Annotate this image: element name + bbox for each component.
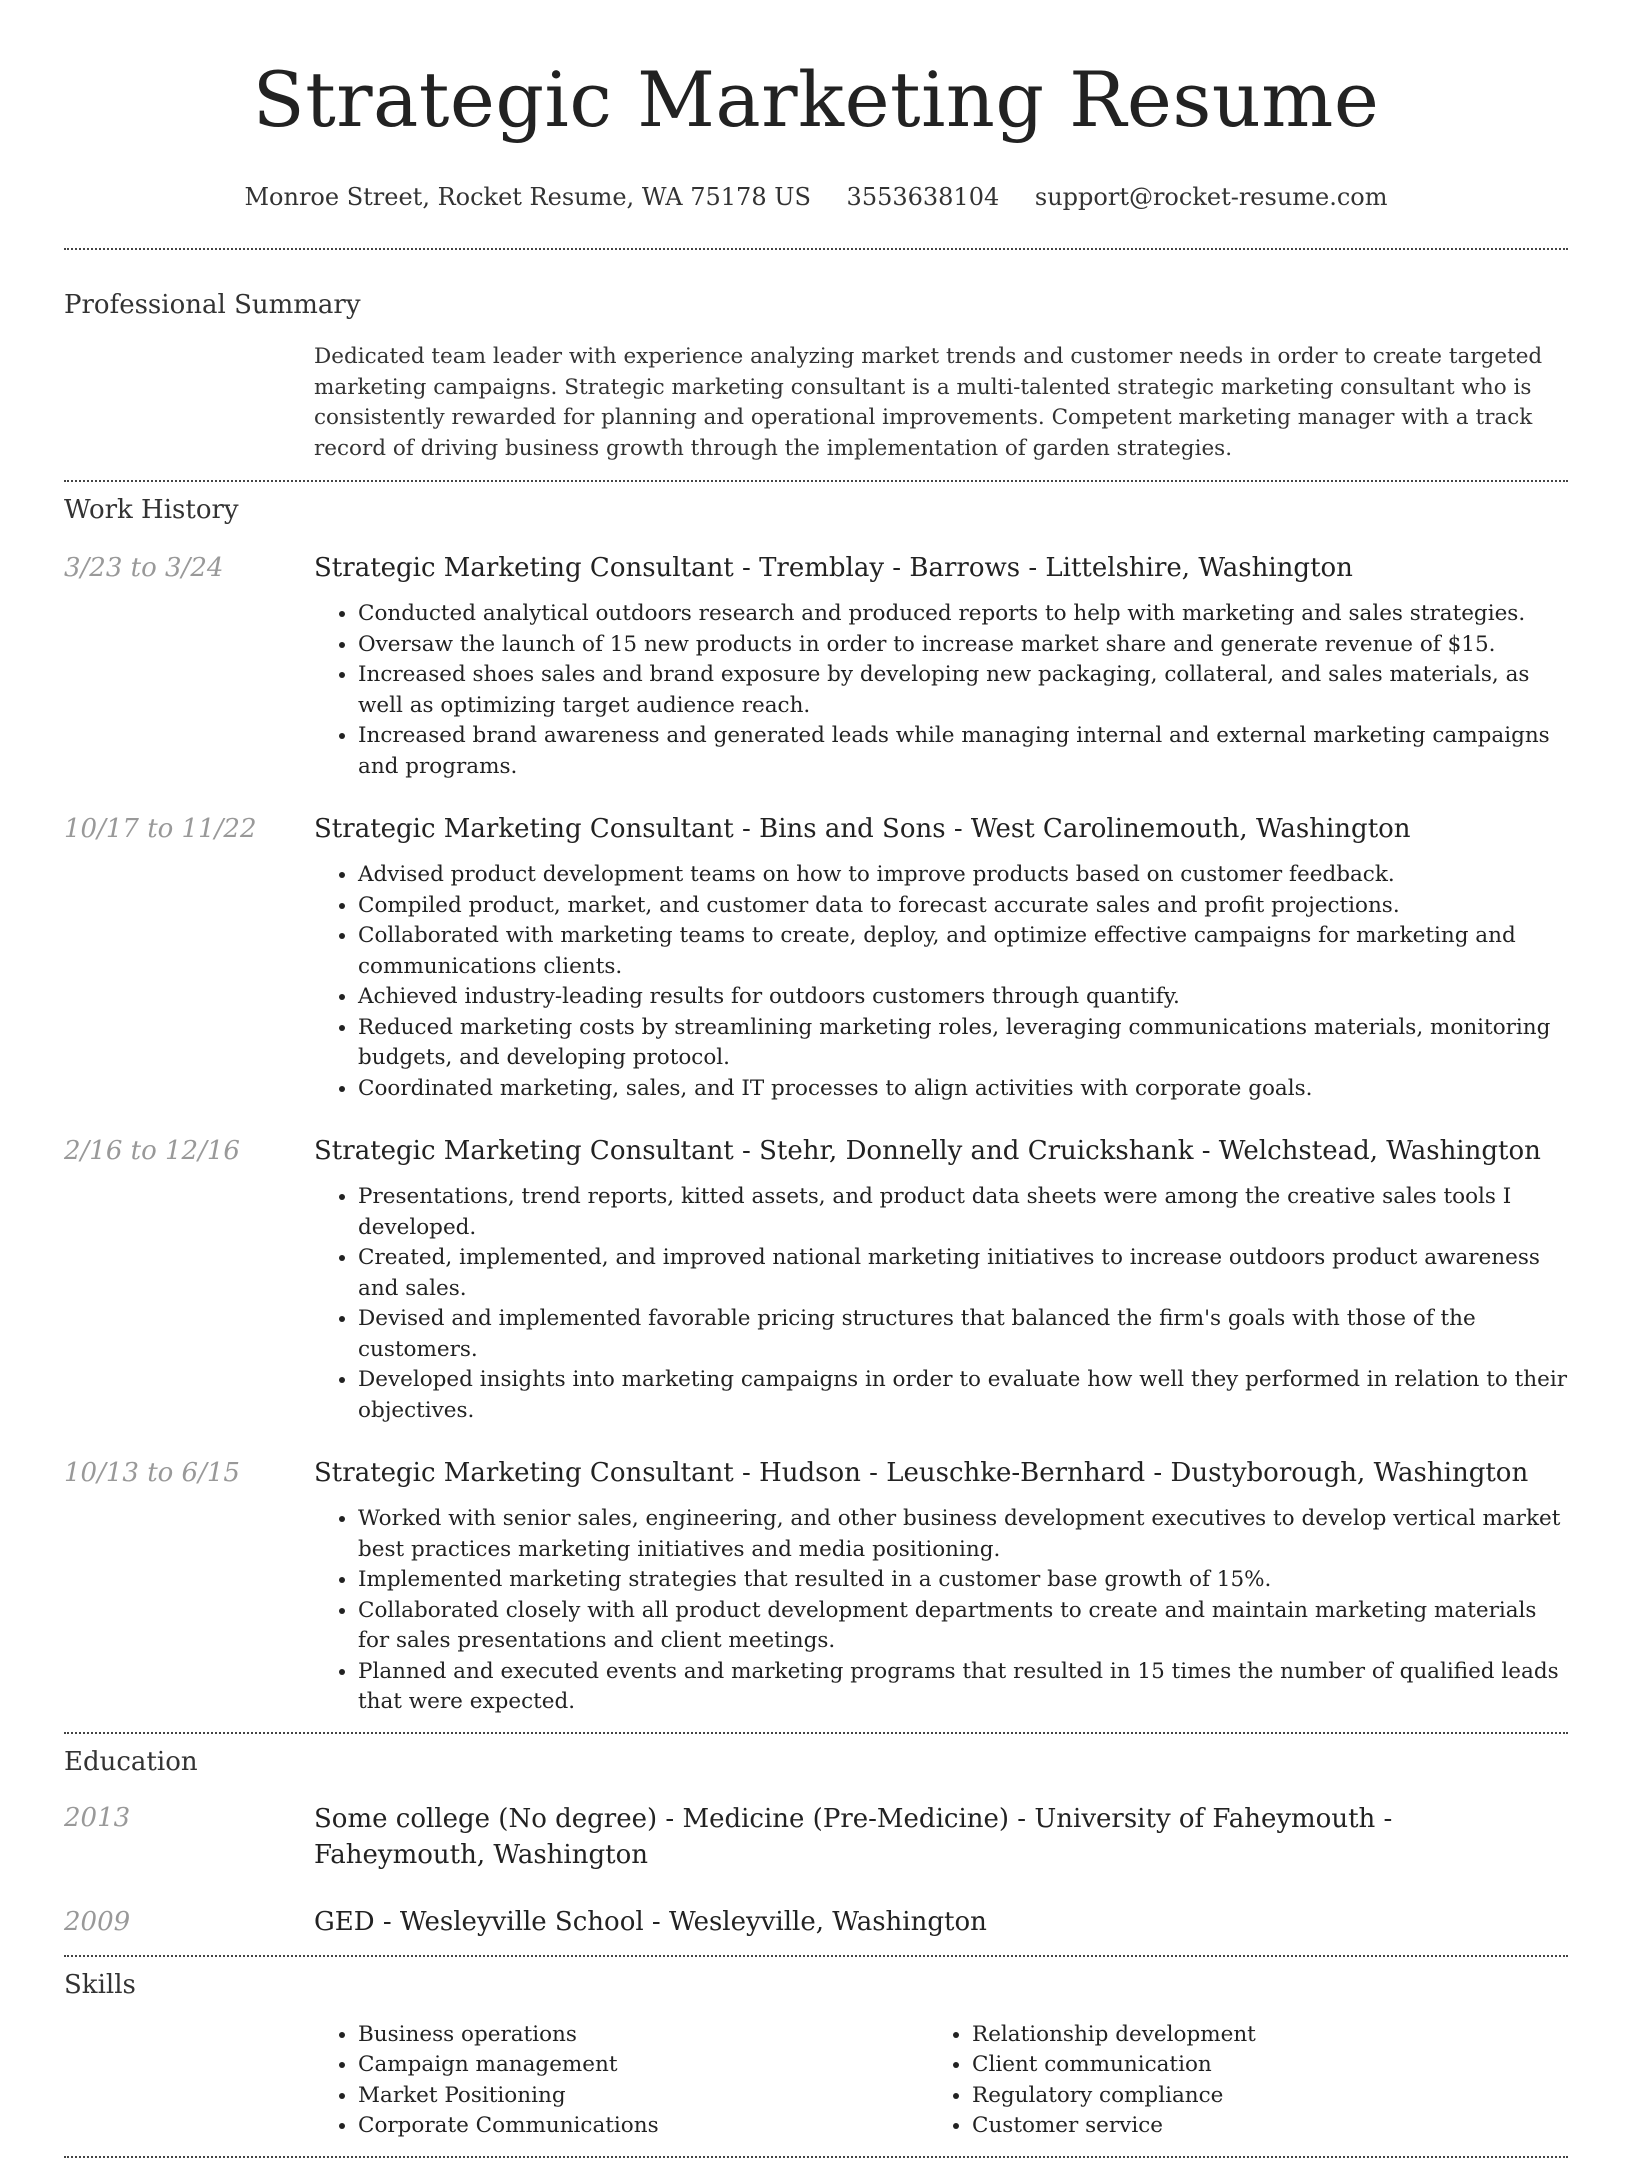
list-item: • Compiled product, market, and customer data to forecast accurate sales and profit projections.: [358, 891, 1568, 922]
list-item: • Devised and implemented favorable pricing structures that balanced the firm's goals with those of the customers.: [358, 1304, 1568, 1365]
skills-column-right: [928, 2020, 1256, 2142]
summary-text: Dedicated team leader with experience analyzing market trends and customer needs in order to create targeted marketing campaigns. Strategic marketing consultant is a multi-talented strategic marketing consultant who is consistently rewarded for planning and operational improvements. Competent marketing manager with a track record of driving business growth through the implementation of garden strategies.: [314, 344, 1543, 461]
job-details: - Hudson - Leuschke-Bernhard - Dustyborough, Washington: [742, 1458, 1529, 1488]
section-title-summary: Professional Summary: [64, 290, 361, 320]
job-title: Strategic Marketing Consultant: [314, 1136, 734, 1166]
skills-column-left: [314, 2020, 928, 2142]
job-title: Strategic Marketing Consultant: [314, 1458, 734, 1488]
list-item: • Implemented marketing strategies that resulted in a customer base growth of 15%.: [358, 1565, 1568, 1596]
list-item: • Increased brand awareness and generated leads while managing internal and external marketing campaigns and programs.: [358, 721, 1568, 782]
divider: [64, 480, 1568, 482]
skill-item: • Corporate Communications: [358, 2111, 928, 2142]
job-content: [314, 812, 1568, 1104]
job-heading: [314, 812, 1568, 846]
skill-item: • Client communication: [972, 2050, 1256, 2081]
skill-item: • Campaign management: [358, 2050, 928, 2081]
list-item: • Developed insights into marketing campaigns in order to evaluate how well they performed in relation to their objectives.: [358, 1365, 1568, 1426]
skill-item: • Customer service: [972, 2111, 1256, 2142]
job-content: [314, 1134, 1568, 1426]
contact-phone: 3553638104: [846, 183, 1000, 211]
list-item: • Conducted analytical outdoors research and produced reports to help with marketing and sales strategies.: [358, 599, 1568, 630]
section-title-skills: Skills: [64, 1969, 136, 2000]
job-dates: 3/23 to 3/24: [64, 553, 224, 583]
divider: [64, 1732, 1568, 1734]
list-item: • Coordinated marketing, sales, and IT processes to align activities with corporate goals.: [358, 1074, 1568, 1105]
job-content: [314, 551, 1568, 782]
job-dates: 2/16 to 12/16: [64, 1136, 240, 1166]
contact-line: [64, 181, 1568, 213]
skill-item: • Business operations: [358, 2020, 928, 2051]
list-item: • Collaborated closely with all product development departments to create and maintain marketing materials for sales presentations and client meetings.: [358, 1596, 1568, 1657]
contact-email: support@rocket-resume.com: [1034, 183, 1388, 211]
education-year: 2013: [64, 1802, 131, 1833]
job-bullets: [314, 599, 1568, 782]
work-history: [64, 551, 1568, 1718]
list-item: • Advised product development teams on how to improve products based on customer feedback.: [358, 860, 1568, 891]
education-text: GED - Wesleyville School - Wesleyville, Washington: [314, 1906, 987, 1937]
job-bullets: [314, 1182, 1568, 1426]
section-title-work: Work History: [64, 495, 239, 525]
skill-item: • Relationship development: [972, 2020, 1256, 2051]
section-title-education: Education: [64, 1746, 198, 1777]
job-dates: 10/13 to 6/15: [64, 1458, 240, 1488]
job-entry: [64, 1134, 1568, 1426]
contact-address: Monroe Street, Rocket Resume, WA 75178 US: [244, 183, 811, 211]
education-year: 2009: [64, 1906, 131, 1937]
job-heading: [314, 1456, 1568, 1490]
job-title: Strategic Marketing Consultant: [314, 814, 734, 844]
list-item: • Increased shoes sales and brand exposure by developing new packaging, collateral, and sales materials, as well as optimizing target audience reach.: [358, 660, 1568, 721]
job-entry: [64, 1456, 1568, 1718]
skills-list: [314, 2020, 1568, 2142]
list-item: • Created, implemented, and improved national marketing initiatives to increase outdoors product awareness and sales.: [358, 1243, 1568, 1304]
job-details: - Tremblay - Barrows - Littelshire, Washington: [742, 553, 1353, 583]
education-text: Some college (No degree) - Medicine (Pre-Medicine) - University of Faheymouth - Faheymouth, Washington: [314, 1803, 1393, 1870]
job-heading: [314, 551, 1568, 585]
education-entry: [64, 1905, 1568, 1939]
job-details: - Bins and Sons - West Carolinemouth, Washington: [742, 814, 1411, 844]
job-bullets: [314, 1504, 1568, 1718]
list-item: • Reduced marketing costs by streamlining marketing roles, leveraging communications materials, monitoring budgets, and developing protocol.: [358, 1013, 1568, 1074]
education-entry: [64, 1801, 1568, 1873]
divider: [64, 1955, 1568, 1957]
list-item: • Presentations, trend reports, kitted assets, and product data sheets were among the creative sales tools I developed.: [358, 1182, 1568, 1243]
job-heading: [314, 1134, 1568, 1168]
divider: [64, 2156, 1568, 2158]
job-entry: [64, 812, 1568, 1104]
job-details: - Stehr, Donnelly and Cruickshank - Welchstead, Washington: [742, 1136, 1541, 1166]
resume-title: Strategic Marketing Resume: [252, 55, 1380, 144]
list-item: • Achieved industry-leading results for outdoors customers through quantify.: [358, 982, 1568, 1013]
job-dates: 10/17 to 11/22: [64, 814, 257, 844]
job-title: Strategic Marketing Consultant: [314, 553, 734, 583]
job-entry: [64, 551, 1568, 782]
job-content: [314, 1456, 1568, 1718]
divider: [64, 248, 1568, 250]
skill-item: • Regulatory compliance: [972, 2081, 1256, 2112]
list-item: • Oversaw the launch of 15 new products in order to increase market share and generate revenue of $15.: [358, 630, 1568, 661]
list-item: • Collaborated with marketing teams to create, deploy, and optimize effective campaigns for marketing and communications clients.: [358, 921, 1568, 982]
job-bullets: [314, 860, 1568, 1104]
list-item: • Planned and executed events and marketing programs that resulted in 15 times the number of qualified leads that were expected.: [358, 1657, 1568, 1718]
skill-item: • Market Positioning: [358, 2081, 928, 2112]
list-item: • Worked with senior sales, engineering, and other business development executives to develop vertical market best practices marketing initiatives and media positioning.: [358, 1504, 1568, 1565]
